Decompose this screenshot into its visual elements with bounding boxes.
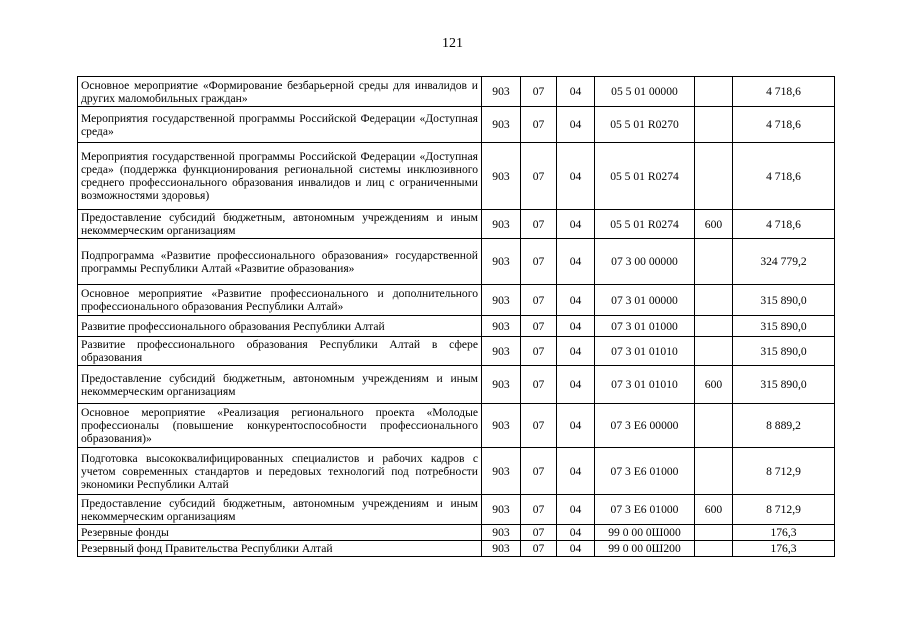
table-row <box>78 448 835 495</box>
expense-type-code: 600 <box>695 210 733 239</box>
ministry-code: 903 <box>482 404 521 448</box>
ministry-code: 903 <box>482 285 521 316</box>
amount-value: 4 718,6 <box>733 143 835 210</box>
amount-value: 4 718,6 <box>733 107 835 143</box>
expense-type-code <box>695 337 733 366</box>
table-row <box>78 404 835 448</box>
subsection-code: 04 <box>557 316 595 337</box>
amount-value: 8 889,2 <box>733 404 835 448</box>
target-article-code: 07 3 Е6 01000 <box>595 495 695 525</box>
section-code: 07 <box>521 285 557 316</box>
ministry-code: 903 <box>482 143 521 210</box>
subsection-code: 04 <box>557 366 595 404</box>
target-article-code: 07 3 Е6 00000 <box>595 404 695 448</box>
target-article-code: 05 5 01 R0274 <box>595 143 695 210</box>
expense-type-code <box>695 404 733 448</box>
expense-type-code <box>695 107 733 143</box>
target-article-code: 07 3 00 00000 <box>595 239 695 285</box>
target-article-code: 07 3 01 01010 <box>595 366 695 404</box>
expense-type-code <box>695 448 733 495</box>
table-row <box>78 210 835 239</box>
ministry-code: 903 <box>482 107 521 143</box>
subsection-code: 04 <box>557 77 595 107</box>
row-name: Предоставление субсидий бюджетным, автономным учреждениям и иным некоммерческим организациям <box>78 366 482 404</box>
row-name: Предоставление субсидий бюджетным, автономным учреждениям и иным некоммерческим организациям <box>78 210 482 239</box>
amount-value: 324 779,2 <box>733 239 835 285</box>
section-code: 07 <box>521 239 557 285</box>
expense-type-code: 600 <box>695 495 733 525</box>
ministry-code: 903 <box>482 541 521 557</box>
ministry-code: 903 <box>482 337 521 366</box>
expense-type-code <box>695 77 733 107</box>
subsection-code: 04 <box>557 448 595 495</box>
table-row <box>78 239 835 285</box>
section-code: 07 <box>521 495 557 525</box>
ministry-code: 903 <box>482 77 521 107</box>
row-name: Мероприятия государственной программы Российской Федерации «Доступная среда» (поддержка функционирования региональной системы инклюзивного среднего профессионального образования инвалидов и лиц с ограниченными возможностями здоровья) <box>78 143 482 210</box>
subsection-code: 04 <box>557 337 595 366</box>
expense-type-code <box>695 316 733 337</box>
row-name: Основное мероприятие «Развитие профессионального и дополнительного профессионального образования Республики Алтай» <box>78 285 482 316</box>
section-code: 07 <box>521 404 557 448</box>
expense-type-code <box>695 143 733 210</box>
ministry-code: 903 <box>482 239 521 285</box>
row-name: Основное мероприятие «Формирование безбарьерной среды для инвалидов и других маломобильных граждан» <box>78 77 482 107</box>
subsection-code: 04 <box>557 143 595 210</box>
ministry-code: 903 <box>482 210 521 239</box>
amount-value: 315 890,0 <box>733 337 835 366</box>
table-row <box>78 541 835 557</box>
subsection-code: 04 <box>557 210 595 239</box>
section-code: 07 <box>521 337 557 366</box>
target-article-code: 05 5 01 00000 <box>595 77 695 107</box>
table-row <box>78 366 835 404</box>
ministry-code: 903 <box>482 448 521 495</box>
amount-value: 315 890,0 <box>733 316 835 337</box>
row-name: Подпрограмма «Развитие профессионального образования» государственной программы Республики Алтай «Развитие образования» <box>78 239 482 285</box>
target-article-code: 05 5 01 R0270 <box>595 107 695 143</box>
target-article-code: 07 3 01 01010 <box>595 337 695 366</box>
row-name: Подготовка высококвалифицированных специалистов и рабочих кадров с учетом современных стандартов и передовых технологий под потребности экономики Республики Алтай <box>78 448 482 495</box>
row-name: Предоставление субсидий бюджетным, автономным учреждениям и иным некоммерческим организациям <box>78 495 482 525</box>
ministry-code: 903 <box>482 366 521 404</box>
row-name: Развитие профессионального образования Республики Алтай <box>78 316 482 337</box>
amount-value: 4 718,6 <box>733 210 835 239</box>
expense-type-code <box>695 239 733 285</box>
amount-value: 315 890,0 <box>733 285 835 316</box>
row-name: Основное мероприятие «Реализация регионального проекта «Молодые профессионалы (повышение конкурентоспособности профессионального образования)» <box>78 404 482 448</box>
ministry-code: 903 <box>482 316 521 337</box>
subsection-code: 04 <box>557 239 595 285</box>
row-name: Резервные фонды <box>78 525 482 541</box>
section-code: 07 <box>521 143 557 210</box>
section-code: 07 <box>521 541 557 557</box>
table-row <box>78 316 835 337</box>
amount-value: 176,3 <box>733 541 835 557</box>
subsection-code: 04 <box>557 404 595 448</box>
subsection-code: 04 <box>557 107 595 143</box>
subsection-code: 04 <box>557 495 595 525</box>
amount-value: 8 712,9 <box>733 495 835 525</box>
table-row <box>78 77 835 107</box>
section-code: 07 <box>521 525 557 541</box>
expense-type-code <box>695 285 733 316</box>
subsection-code: 04 <box>557 525 595 541</box>
page-number: 121 <box>442 36 463 51</box>
section-code: 07 <box>521 366 557 404</box>
amount-value: 8 712,9 <box>733 448 835 495</box>
table-row <box>78 285 835 316</box>
row-name: Развитие профессионального образования Республики Алтай в сфере образования <box>78 337 482 366</box>
target-article-code: 07 3 01 01000 <box>595 316 695 337</box>
subsection-code: 04 <box>557 285 595 316</box>
row-name: Мероприятия государственной программы Российской Федерации «Доступная среда» <box>78 107 482 143</box>
target-article-code: 99 0 00 0Ш000 <box>595 525 695 541</box>
budget-table <box>77 76 835 557</box>
ministry-code: 903 <box>482 495 521 525</box>
table-row <box>78 337 835 366</box>
expense-type-code <box>695 541 733 557</box>
target-article-code: 99 0 00 0Ш200 <box>595 541 695 557</box>
section-code: 07 <box>521 210 557 239</box>
row-name: Резервный фонд Правительства Республики Алтай <box>78 541 482 557</box>
section-code: 07 <box>521 316 557 337</box>
amount-value: 315 890,0 <box>733 366 835 404</box>
table-row <box>78 107 835 143</box>
table-row <box>78 525 835 541</box>
expense-type-code: 600 <box>695 366 733 404</box>
expense-type-code <box>695 525 733 541</box>
target-article-code: 05 5 01 R0274 <box>595 210 695 239</box>
target-article-code: 07 3 Е6 01000 <box>595 448 695 495</box>
amount-value: 176,3 <box>733 525 835 541</box>
amount-value: 4 718,6 <box>733 77 835 107</box>
section-code: 07 <box>521 77 557 107</box>
section-code: 07 <box>521 448 557 495</box>
subsection-code: 04 <box>557 541 595 557</box>
section-code: 07 <box>521 107 557 143</box>
table-row <box>78 143 835 210</box>
ministry-code: 903 <box>482 525 521 541</box>
target-article-code: 07 3 01 00000 <box>595 285 695 316</box>
table-row <box>78 495 835 525</box>
